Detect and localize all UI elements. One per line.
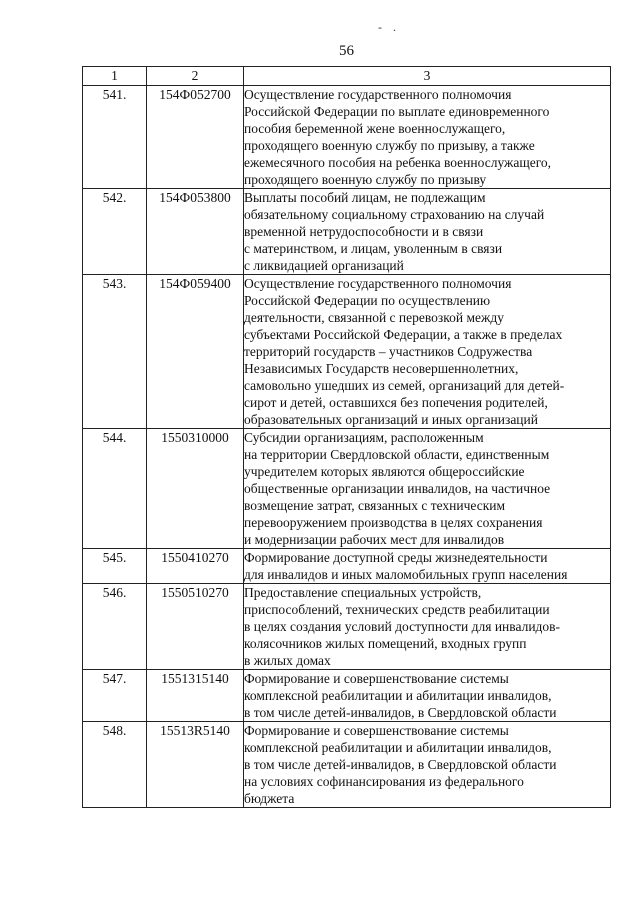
- description-line: комплексной реабилитации и абилитации инвалидов,: [244, 688, 552, 703]
- table-body: [83, 86, 611, 808]
- table-row: [83, 549, 611, 584]
- table-row: [83, 670, 611, 722]
- budget-code: 1551315140: [147, 670, 244, 722]
- column-header-3: 3: [244, 67, 611, 86]
- budget-code: 1550310000: [147, 429, 244, 549]
- description-line: Предоставление специальных устройств,: [244, 585, 482, 600]
- description-line: в том числе детей-инвалидов, в Свердловской области: [244, 705, 557, 720]
- description-line: проходящего военную службу по призыву, а также: [244, 138, 535, 153]
- description-line: деятельности, связанной с перевозкой между: [244, 310, 504, 325]
- row-description: [244, 189, 611, 275]
- budget-code: 154Ф059400: [147, 275, 244, 429]
- budget-code: 1550410270: [147, 549, 244, 584]
- page-number: 56: [339, 43, 354, 59]
- description-line: Российской Федерации по осуществлению: [244, 293, 491, 308]
- description-line: Осуществление государственного полномочия: [244, 276, 512, 291]
- budget-code: 154Ф052700: [147, 86, 244, 189]
- description-line: комплексной реабилитации и абилитации инвалидов,: [244, 740, 552, 755]
- description-line: Формирование и совершенствование системы: [244, 723, 509, 738]
- description-line: с ликвидацией организаций: [244, 258, 404, 273]
- description-line: Независимых Государств несовершеннолетних,: [244, 361, 519, 376]
- description-line: перевооружением производства в целях сохранения: [244, 515, 543, 530]
- column-header-2: 2: [147, 67, 244, 86]
- table-row: [83, 275, 611, 429]
- table-row: [83, 189, 611, 275]
- table-row: [83, 584, 611, 670]
- description-line: пособия беременной жене военнослужащего,: [244, 121, 506, 136]
- budget-codes-table: [82, 66, 611, 808]
- description-line: Субсидии организациям, расположенным: [244, 430, 484, 445]
- row-description: [244, 86, 611, 189]
- description-line: сирот и детей, оставшихся без попечения родителей,: [244, 395, 548, 410]
- row-description: [244, 670, 611, 722]
- description-line: в том числе детей-инвалидов, в Свердловской области: [244, 757, 557, 772]
- page-top-mark: - .: [378, 20, 400, 34]
- row-number: 548.: [83, 722, 147, 808]
- row-description: [244, 549, 611, 584]
- description-line: учредителем которых являются общероссийские: [244, 464, 525, 479]
- description-line: в жилых домах: [244, 653, 331, 668]
- row-number: 546.: [83, 584, 147, 670]
- row-description: [244, 275, 611, 429]
- description-line: и модернизации рабочих мест для инвалидов: [244, 532, 505, 547]
- row-number: 544.: [83, 429, 147, 549]
- description-line: возмещение затрат, связанных с техническим: [244, 498, 506, 513]
- table-header-row: [83, 67, 611, 86]
- description-line: приспособлений, технических средств реабилитации: [244, 602, 550, 617]
- row-number: 542.: [83, 189, 147, 275]
- description-line: Российской Федерации по выплате единовременного: [244, 104, 550, 119]
- description-line: обязательному социальному страхованию на случай: [244, 207, 545, 222]
- description-line: Формирование доступной среды жизнедеятельности: [244, 550, 548, 565]
- row-description: [244, 429, 611, 549]
- description-line: Формирование и совершенствование системы: [244, 671, 509, 686]
- description-line: общественные организации инвалидов, на частичное: [244, 481, 551, 496]
- description-line: Выплаты пособий лицам, не подлежащим: [244, 190, 486, 205]
- description-line: образовательных организаций и иных организаций: [244, 412, 538, 427]
- column-header-1: 1: [83, 67, 147, 86]
- budget-code: 15513R5140: [147, 722, 244, 808]
- description-line: самовольно ушедших из семей, организаций для детей-: [244, 378, 565, 393]
- description-line: на условиях софинансирования из федерального: [244, 774, 524, 789]
- description-line: на территории Свердловской области, единственным: [244, 447, 550, 462]
- row-description: [244, 584, 611, 670]
- budget-code: 1550510270: [147, 584, 244, 670]
- description-line: с материнством, и лицам, уволенным в связи: [244, 241, 503, 256]
- description-line: территорий государств – участников Содружества: [244, 344, 533, 359]
- description-line: бюджета: [244, 791, 295, 806]
- row-number: 543.: [83, 275, 147, 429]
- table-row: [83, 86, 611, 189]
- row-number: 541.: [83, 86, 147, 189]
- table-row: [83, 722, 611, 808]
- description-line: субъектами Российской Федерации, а также в пределах: [244, 327, 563, 342]
- budget-code: 154Ф053800: [147, 189, 244, 275]
- description-line: Осуществление государственного полномочия: [244, 87, 512, 102]
- table-row: [83, 429, 611, 549]
- row-number: 547.: [83, 670, 147, 722]
- description-line: для инвалидов и иных маломобильных групп населения: [244, 567, 568, 582]
- description-line: колясочников жилых помещений, входных групп: [244, 636, 527, 651]
- description-line: ежемесячного пособия на ребенка военнослужащего,: [244, 155, 552, 170]
- description-line: проходящего военную службу по призыву: [244, 172, 487, 187]
- description-line: временной нетрудоспособности и в связи: [244, 224, 484, 239]
- description-line: в целях создания условий доступности для инвалидов-: [244, 619, 561, 634]
- row-number: 545.: [83, 549, 147, 584]
- row-description: [244, 722, 611, 808]
